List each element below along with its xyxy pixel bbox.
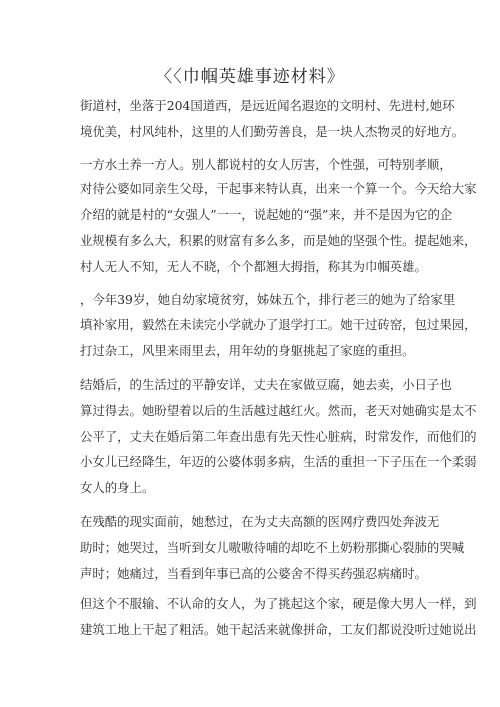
document-title: 〈〈巾帼英雄事迹材料》 [155, 67, 345, 87]
paragraph-line: 声时；她痛过，当看到年事已高的公婆舍不得买药强忍病痛时。 [80, 566, 427, 581]
paragraph-line: 业规模有多么大，积累的财富有多么多，而是她的坚强个性。提起她来， [80, 233, 477, 248]
paragraph-line: 打过杂工，风里来雨里去，用年幼的身躯挑起了家庭的重担。 [80, 343, 415, 358]
paragraph-line: 介绍的就是村的“女强人”一一，说起她的“强”来，并不是因为它的企 [80, 207, 453, 222]
paragraph-line: 境优美，村风纯朴，这里的人们勤劳善良，是一块人杰物灵的好地方。 [80, 124, 465, 139]
paragraph-line: 助时；她哭过，当听到女儿嗷嗷待哺的却吃不上奶粉那撕心裂肺的哭喊 [80, 540, 465, 555]
paragraph-line: 但这个不服输、不认命的女人，为了挑起这个家，硬是像大男人一样，到 [80, 596, 477, 611]
paragraph-line: 村人无人不知，无人不晓，个个都翘大拇指，称其为巾帼英雄。 [80, 259, 427, 274]
paragraph-line: 一方水土养一方人。别人都说村的女人厉害，个性强，可特别孝顺， [80, 157, 452, 172]
paragraph-line: 女人的身上。 [80, 480, 155, 495]
paragraph-line: ，今年39岁，她自幼家境贫穷，姊妹五个，排行老三的她为了给家里 [80, 292, 456, 307]
paragraph-line: 对待公婆如同亲生父母，干起事来特认真，出来一个算一个。今天给大家 [80, 181, 477, 196]
paragraph-line: 公平了，丈夫在婚后第二年查出患有先天性心脏病，时常发作，而他们的 [80, 429, 477, 444]
paragraph-line: 填补家用，毅然在未读完小学就办了退学打工。她干过砖窑，包过果园， [80, 317, 477, 332]
paragraph-line: 街道村，坐落于204国道西，是远近闻名遐迩的文明村、先进村,她环 [80, 98, 455, 113]
paragraph-line: 算过得去。她盼望着以后的生活越过越红火。然而，老天对她确实是太不 [80, 403, 477, 418]
paragraph-line: 小女儿已经降生，年迈的公婆体弱多病，生活的重担一下子压在一个柔弱 [80, 454, 477, 469]
paragraph-line: 建筑工地上干起了粗活。她干起活来就像拼命，工友们都说没听过她说出 [80, 622, 477, 637]
paragraph-line: 在残酷的现实面前，她愁过，在为丈夫高额的医网疗费四处奔波无 [80, 514, 440, 529]
paragraph-line: 结婚后，的生活过的平静安详，丈夫在家做豆腐，她去卖，小日子也 [80, 377, 452, 392]
